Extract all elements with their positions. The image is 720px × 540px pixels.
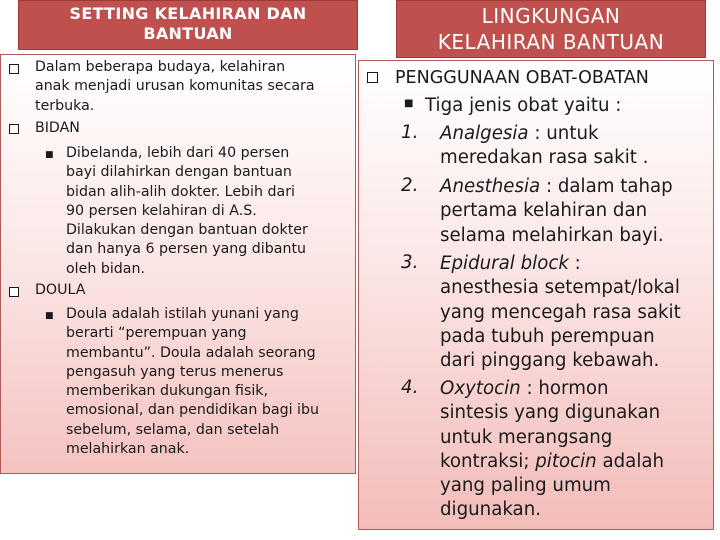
text-line: membantu”. Doula adalah seorang <box>66 344 316 361</box>
drug-name: Epidural block <box>440 253 569 274</box>
text-line: anesthesia setempat/lokal <box>440 277 680 299</box>
text-line: pengasuh yang terus menerus <box>66 363 284 380</box>
text-line: emosional, dan pendidikan bagi ibu <box>66 402 319 419</box>
text-line: melahirkan anak. <box>66 441 190 458</box>
drug-analgesia <box>440 122 648 171</box>
text-line: sintesis yang digunakan <box>440 402 661 424</box>
text-line: selama melahirkan bayi. <box>440 224 664 246</box>
bidan-description <box>66 144 308 279</box>
text-line: untuk merangsang <box>440 426 613 448</box>
drug-desc: : untuk <box>528 123 599 144</box>
drug-name: Anesthesia <box>440 176 541 197</box>
drug-number: 4. <box>401 377 419 398</box>
checkbox-bullet-icon <box>9 64 19 74</box>
text-line: dan hanya 6 persen yang dibantu <box>66 241 306 258</box>
text-line: berarti “perempuan yang <box>66 325 247 342</box>
left-title <box>18 0 358 50</box>
text-line: sebelum, selama, dan setelah <box>66 421 280 438</box>
list-item-doula: DOULA <box>35 282 86 298</box>
text-line: anak menjadi urusan komunitas secara <box>35 78 315 95</box>
checkbox-bullet-icon <box>9 124 19 134</box>
right-title <box>396 0 706 58</box>
drug-oxytocin <box>440 377 664 523</box>
text-segment: kontraksi; <box>440 450 536 472</box>
heading-penggunaan-obat: PENGGUNAAN OBAT-OBATAN <box>395 68 649 88</box>
drug-epidural-block <box>440 252 681 373</box>
drug-number: 1. <box>401 122 419 143</box>
text-line: dari pinggang kebawah. <box>440 350 660 372</box>
text-line: pada tubuh perempuan <box>440 325 655 347</box>
text-line: Dibelanda, lebih dari 40 persen <box>66 145 290 161</box>
text-line: oleh bidan. <box>66 260 146 277</box>
list-item-bidan: BIDAN <box>35 120 80 136</box>
drug-desc: : hormon <box>520 378 609 399</box>
right-title-line-1: LINGKUNGAN <box>481 4 621 28</box>
square-bullet-icon: ■ <box>404 98 414 109</box>
drug-name: Oxytocin <box>440 378 521 399</box>
drug-number: 2. <box>401 175 419 196</box>
left-title-line-2: BANTUAN <box>143 24 233 43</box>
drug-number: 3. <box>401 252 419 273</box>
checkbox-bullet-icon <box>9 287 19 297</box>
text-line: Dalam beberapa budaya, kelahiran <box>35 59 286 75</box>
checkbox-bullet-icon <box>367 72 378 83</box>
text-line: digunakan. <box>440 499 542 521</box>
right-content-panel <box>358 60 714 530</box>
text-line: memberikan dukungan fisik, <box>66 383 268 400</box>
sub-heading-tiga-jenis: Tiga jenis obat yaitu : <box>425 95 622 116</box>
left-title-line-1: SETTING KELAHIRAN DAN <box>69 4 307 23</box>
drug-desc: : <box>568 253 581 274</box>
text-line: bayi dilahirkan dengan bantuan <box>66 164 292 181</box>
text-line: yang paling umum <box>440 475 611 497</box>
drug-anesthesia <box>440 175 673 248</box>
right-title-line-2: KELAHIRAN BANTUAN <box>437 30 665 54</box>
drug-brand-pitocin: pitocin <box>535 450 597 472</box>
square-bullet-icon: ■ <box>45 311 54 321</box>
text-line: bidan alih-alih dokter. Lebih dari <box>66 183 295 200</box>
text-line: 90 persen kelahiran di A.S. <box>66 202 257 219</box>
doula-description <box>66 305 319 459</box>
text-line: Dilakukan dengan bantuan dokter <box>66 222 308 239</box>
text-segment: adalah <box>596 450 665 472</box>
list-item-budaya <box>35 58 315 116</box>
text-line: pertama kelahiran dan <box>440 200 648 222</box>
left-content-panel <box>0 54 356 474</box>
drug-name: Analgesia <box>440 123 529 144</box>
text-line: Doula adalah istilah yunani yang <box>66 306 299 322</box>
drug-desc: : dalam tahap <box>540 176 673 197</box>
text-line: meredakan rasa sakit . <box>440 147 649 169</box>
text-line: terbuka. <box>35 97 95 114</box>
square-bullet-icon: ■ <box>45 150 54 160</box>
text-line: yang mencegah rasa sakit <box>440 301 681 323</box>
